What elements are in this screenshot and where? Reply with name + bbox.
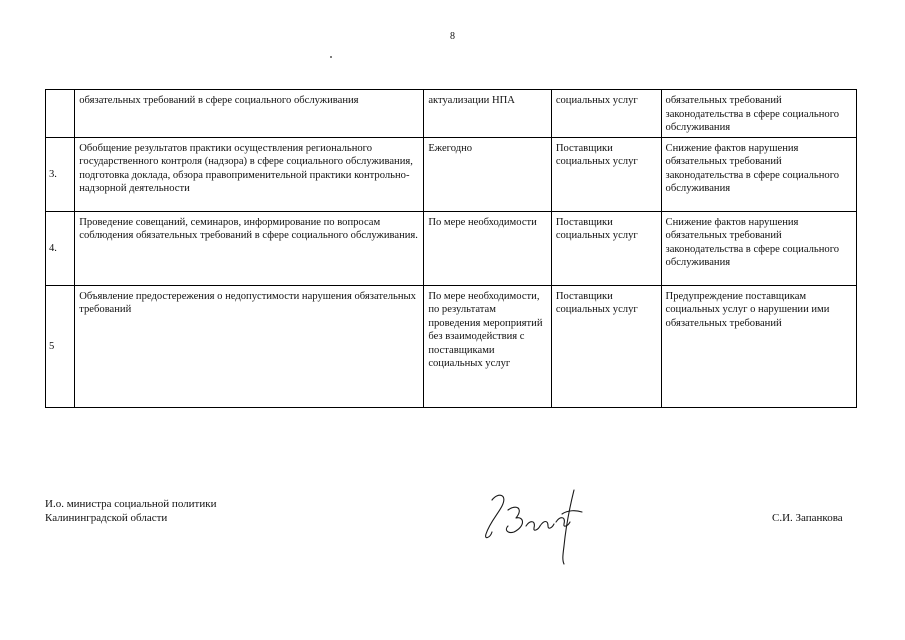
- term-cell: По мере необходимости, по результатам проведения мероприятий без взаимодействия с поставщиками социальных услуг: [424, 285, 552, 407]
- activity-cell: Обобщение результатов практики осуществления регионального государственного контроля (надзора) в сфере социального обслуживания, подготовка доклада, обзора правоприменительной практики контрольно-надзорной деятельности: [75, 137, 424, 211]
- table-row: [46, 211, 857, 285]
- term-cell: По мере необходимости: [424, 211, 552, 285]
- region-line: Калининградской области: [45, 512, 168, 524]
- handwritten-signature: [478, 486, 588, 566]
- term-cell: актуализации НПА: [424, 90, 552, 138]
- activity-cell: Объявление предостережения о недопустимости нарушения обязательных требований: [75, 285, 424, 407]
- position-line: И.о. министра социальной политики: [45, 498, 217, 510]
- row-number: 3.: [46, 137, 75, 211]
- row-number: 4.: [46, 211, 75, 285]
- scan-dot: [330, 56, 332, 58]
- activity-cell: Проведение совещаний, семинаров, информирование по вопросам соблюдения обязательных требований в сфере социального обслуживания.: [75, 211, 424, 285]
- table-row: [46, 137, 857, 211]
- result-cell: Снижение фактов нарушения обязательных требований законодательства в сфере социального обслуживания: [661, 211, 856, 285]
- executor-cell: Поставщики социальных услуг: [551, 137, 661, 211]
- signatory-position: [45, 497, 216, 525]
- activity-table: [45, 89, 857, 408]
- signatory-name: С.И. Запанкова: [772, 512, 843, 524]
- term-cell: Ежегодно: [424, 137, 552, 211]
- executor-cell: Поставщики социальных услуг: [551, 211, 661, 285]
- executor-cell: социальных услуг: [551, 90, 661, 138]
- table-row: [46, 90, 857, 138]
- activity-cell: обязательных требований в сфере социального обслуживания: [75, 90, 424, 138]
- executor-cell: Поставщики социальных услуг: [551, 285, 661, 407]
- row-number: [46, 90, 75, 138]
- result-cell: Снижение фактов нарушения обязательных требований законодательства в сфере социального обслуживания: [661, 137, 856, 211]
- table-row: [46, 285, 857, 407]
- row-number: 5: [46, 285, 75, 407]
- result-cell: Предупреждение поставщикам социальных услуг о нарушении ими обязательных требований: [661, 285, 856, 407]
- result-cell: обязательных требований законодательства в сфере социального обслуживания: [661, 90, 856, 138]
- page-number: 8: [450, 31, 455, 42]
